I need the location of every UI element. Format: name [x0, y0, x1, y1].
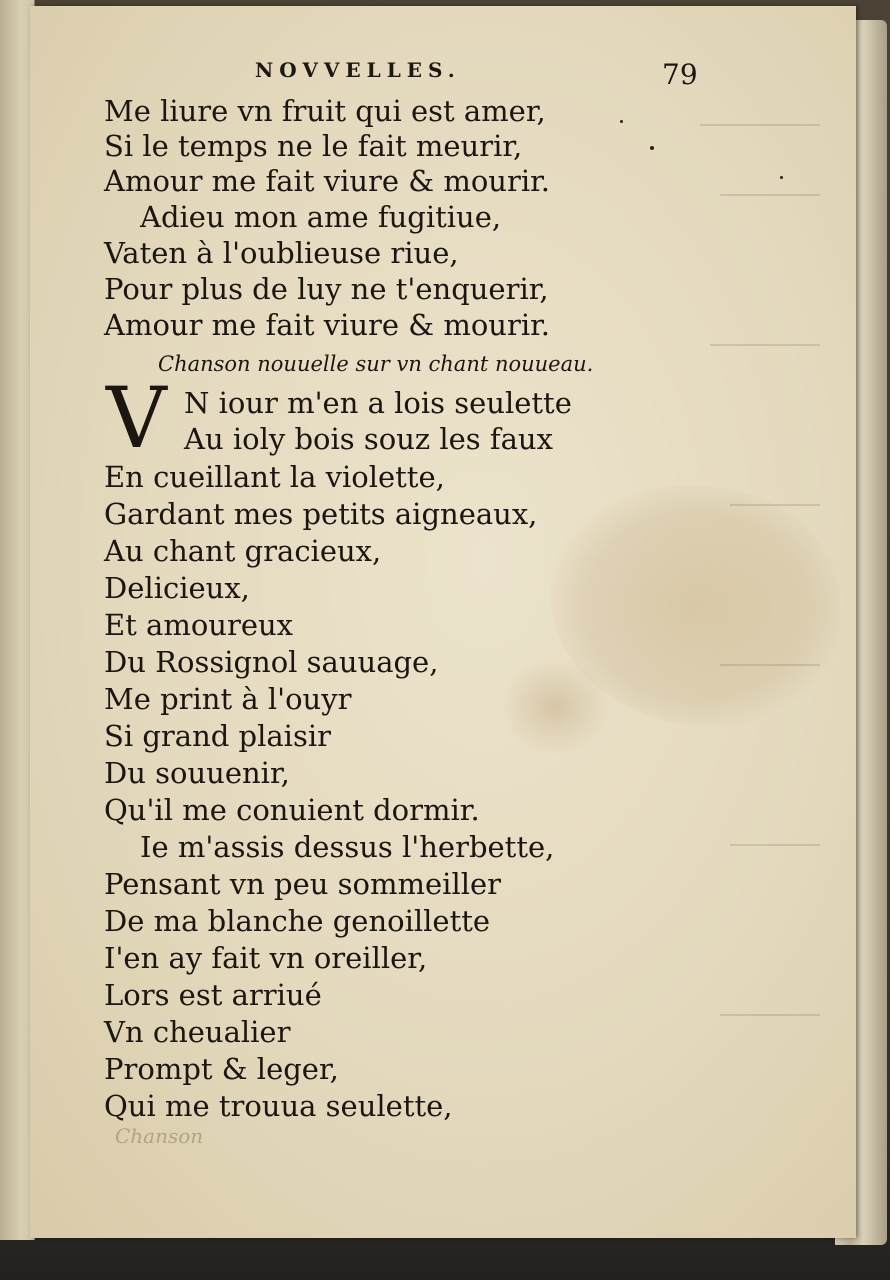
song-line: Du souuenir, [104, 756, 290, 790]
song-line: Ie m'assis dessus l'herbette, [140, 830, 555, 864]
song-heading: Chanson nouuelle sur vn chant nouueau. [158, 352, 594, 376]
drop-cap: V [106, 369, 167, 467]
song-line: Et amoureux [104, 608, 294, 642]
show-through-mark [710, 326, 820, 346]
song-line: De ma blanche genoillette [104, 904, 491, 938]
song-line: I'en ay fait vn oreiller, [104, 941, 428, 975]
poem-line: Amour me fait viure & mourir. [104, 164, 550, 198]
song-line: Du Rossignol sauuage, [104, 645, 439, 679]
song-line: Si grand plaisir [104, 719, 331, 753]
song-line: Au chant gracieux, [104, 534, 382, 568]
poem-line: Me liure vn fruit qui est amer, [104, 94, 546, 128]
song-line: Pensant vn peu sommeiller [104, 867, 502, 901]
show-through-mark [720, 176, 820, 196]
song-line: Qui me trouua seulette, [104, 1089, 453, 1123]
show-through-mark [700, 106, 820, 126]
show-through-mark [730, 486, 820, 506]
poem-line: Vaten à l'oublieuse riue, [104, 236, 459, 270]
song-line: Gardant mes petits aigneaux, [104, 497, 538, 531]
running-title: NOVVELLES. [255, 58, 461, 82]
ink-speck [620, 120, 623, 123]
show-through-mark [730, 826, 820, 846]
song-line: En cueillant la violette, [104, 460, 445, 494]
song-line: Lors est arriué [104, 978, 322, 1012]
water-stain-drip [500, 656, 610, 756]
song-first-line: N iour m'en a lois seulette [184, 386, 572, 420]
ink-speck [650, 146, 654, 150]
song-second-line: Au ioly bois souz les faux [184, 422, 553, 456]
poem-line: Adieu mon ame fugitiue, [140, 200, 502, 234]
show-through-mark [720, 996, 820, 1016]
ink-speck [780, 176, 783, 179]
show-through-mark [720, 646, 820, 666]
catchword: Chanson [115, 1124, 204, 1148]
song-line: Me print à l'ouyr [104, 682, 352, 716]
poem-line: Amour me fait viure & mourir. [104, 308, 550, 342]
poem-line: Pour plus de luy ne t'enquerir, [104, 272, 549, 306]
song-line: Delicieux, [104, 571, 250, 605]
song-line: Qu'il me conuient dormir. [104, 793, 480, 827]
song-line: Vn cheualier [104, 1015, 291, 1049]
page-number: 79 [662, 58, 698, 91]
poem-line: Si le temps ne le fait meurir, [104, 129, 523, 163]
song-line: Prompt & leger, [104, 1052, 339, 1086]
